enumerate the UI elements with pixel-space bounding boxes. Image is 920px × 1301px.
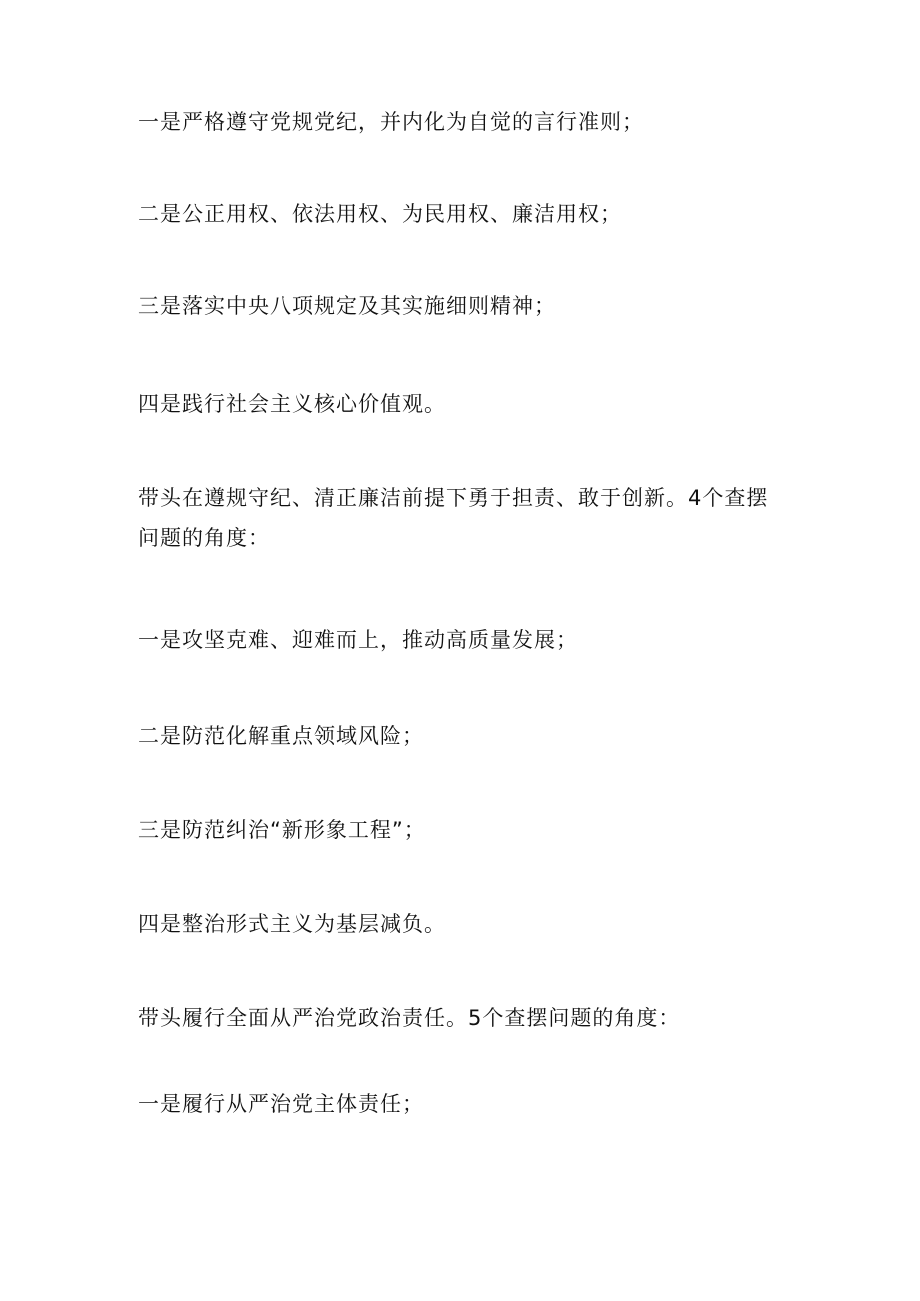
paragraph-8: 三是防范纠治“新形象工程”； <box>138 818 426 842</box>
paragraph-9: 四是整治形式主义为基层减负。 <box>138 912 446 936</box>
paragraph-11: 一是履行从严治党主体责任； <box>138 1092 424 1116</box>
paragraph-1: 一是严格遵守党规党纪，并内化为自觉的言行准则； <box>138 110 644 134</box>
paragraph-4: 四是践行社会主义核心价值观。 <box>138 392 446 416</box>
paragraph-7: 二是防范化解重点领域风险； <box>138 724 424 748</box>
paragraph-6: 一是攻坚克难、迎难而上，推动高质量发展； <box>138 628 578 652</box>
paragraph-5: 带头在遵规守纪、清正廉洁前提下勇于担责、敢于创新。4个查摆问题的角度： <box>138 486 769 550</box>
paragraph-2: 二是公正用权、依法用权、为民用权、廉洁用权； <box>138 202 622 226</box>
paragraph-10: 带头履行全面从严治党政治责任。5个查摆问题的角度： <box>138 1006 681 1030</box>
paragraph-3: 三是落实中央八项规定及其实施细则精神； <box>138 294 556 318</box>
